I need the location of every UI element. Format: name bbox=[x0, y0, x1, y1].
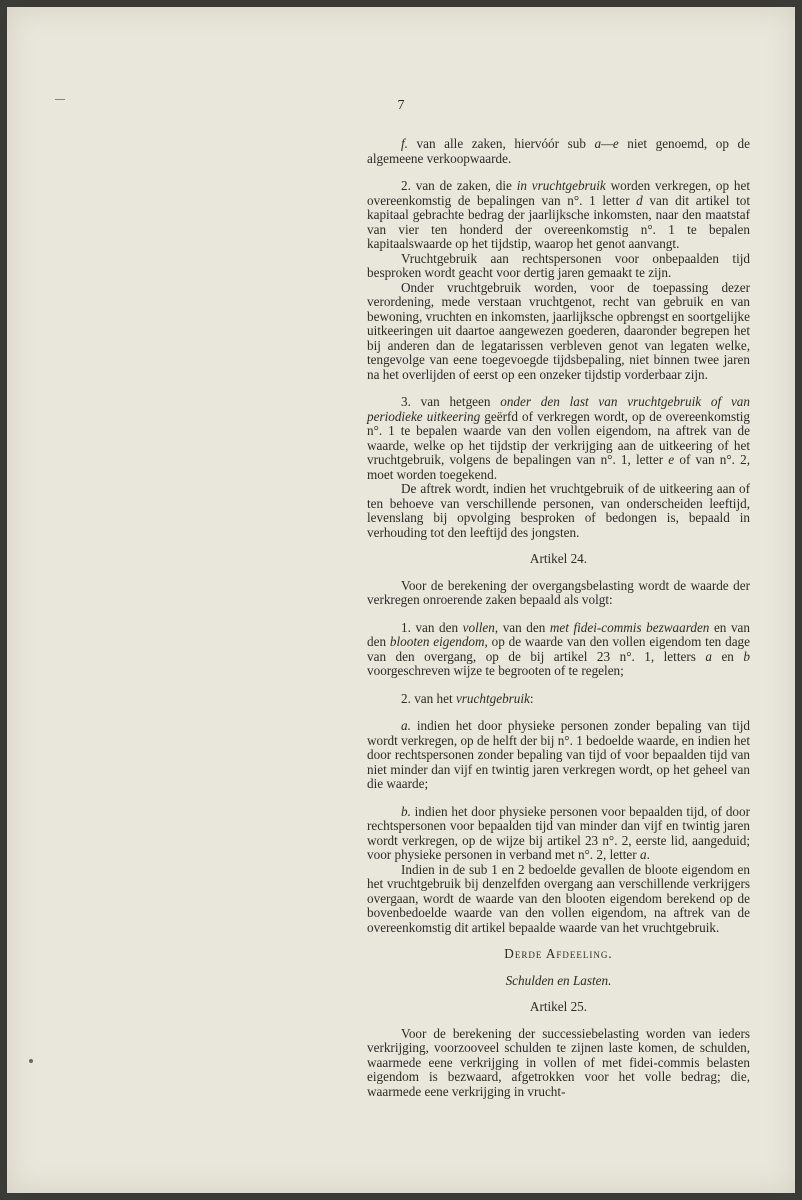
paragraph-a: a. indien het door physieke personen zonder bepaling van tijd wordt verkregen, op de helft der bij n°. 1 bedoelde waarde, en indien het door rechtspersonen zonder bepaling van tijd of voor bepaalden tijd van niet minder dan vijf en twintig jaren verkregen wordt, op het geheel van die waarde; bbox=[367, 718, 750, 791]
margin-speck bbox=[29, 1059, 33, 1063]
paragraph-f: f. van alle zaken, hiervóór sub a—e niet genoemd, op de algemeene verkoopwaarde. bbox=[367, 136, 751, 166]
heading-artikel-25: Artikel 25. bbox=[529, 999, 588, 1014]
document-page bbox=[7, 7, 795, 1193]
heading-schulden-en-lasten: Schulden en Lasten. bbox=[505, 972, 612, 988]
page-number: 7 bbox=[397, 98, 405, 113]
paragraph-1-vollen: 1. van den vollen, van den met fidei-commis bezwaarden en van den blooten eigendom, op de waarde van den vollen eigendom ten dage van den overgang, op de bij artikel 23 n°. 1, letters a en b voorgeschreven wijze te begrooten of te regelen; bbox=[367, 619, 750, 678]
paragraph-overgangsbelasting: Voor de berekening der overgangsbelasting wordt de waarde der verkregen onroerende zaken bepaald als volgt: bbox=[367, 577, 750, 607]
heading-artikel-24: Artikel 24. bbox=[529, 551, 588, 566]
paragraph-2-vruchtgebruik: 2. van het vruchtgebruik: bbox=[401, 690, 534, 706]
body-text bbox=[367, 137, 750, 1099]
paragraph-aftrek: De aftrek wordt, indien het vruchtgebruik of de uitkeering aan of ten behoeve van verschillende personen, van onderscheiden leeftijd, levenslang bij opvolging besproken of bedongen is, bepaald in verhouding tot den leeftijd des jongsten. bbox=[367, 481, 750, 540]
paragraph-2: 2. van de zaken, die in vruchtgebruik worden verkregen, op het overeenkomstig de bepalingen van n°. 1 letter d van dit artikel tot kapitaal gebrachte bedrag der jaarlijksche inkomsten, naar den maatstaf van vier ten honderd der overeenkomstig n°. 1 te bepalen kapitaalswaarde op het tijdstip, waarop het genot aanvangt. bbox=[367, 178, 750, 251]
paragraph-successiebelasting: Voor de berekening der successiebelasting worden van ieders verkrijging, voorzooveel schulden te zijnen laste komen, de schulden, waarmede eene verkrijging in vollen of met fidei-commis belasten eigendom is bezwaard, afgetrokken voor het volle bedrag; die, waarmede eene verkrijging in vrucht- bbox=[367, 1025, 750, 1099]
paragraph-b: b. indien het door physieke personen voor bepaalden tijd, of door rechtspersonen voor bepaalden tijd van minder dan vijf en twintig jaren wordt verkregen, op de wijze bij artikel 23 n°. 2, eerste lid, aangeduid; voor physieke personen in verband met n°. 2, letter a. bbox=[367, 803, 750, 862]
paragraph-onder-vruchtgebruik: Onder vruchtgebruik worden, voor de toepassing dezer verordening, mede verstaan vruchtgenot, recht van gebruik en van bewoning, vruchten en inkomsten, jaarlijksche opbrengst en soortgelijke uitkeeringen uit daartoe aangewezen goederen, daaronder begrepen het bij anderen dan de legatarissen verbleven genot van legaten welke, tengevolge van eene toegevoegde tijdsbepaling, niet binnen twee jaren na het overlijden of eerst op een onzeker tijdstip vorderbaar zijn. bbox=[367, 279, 750, 382]
heading-derde-afdeeling: Derde Afdeeling. bbox=[504, 946, 613, 961]
paragraph-vruchtgebruik-rechtspersonen: Vruchtgebruik aan rechtspersonen voor onbepaalden tijd besproken wordt geacht voor dertig jaren gemaakt te zijn. bbox=[367, 250, 750, 280]
paragraph-bloote-eigendom: Indien in de sub 1 en 2 bedoelde gevallen de bloote eigendom en het vruchtgebruik bij denzelfden overgang aan verschillende verkrijgers overgaan, wordt de waarde van den blooten eigendom berekend op de bovenbedoelde waarde van den vollen eigendom, na aftrek van de overeenkomstig dit artikel bepaalde waarde van het vruchtgebruik. bbox=[367, 861, 750, 935]
paragraph-3: 3. van hetgeen onder den last van vruchtgebruik of van periodieke uitkeering geërfd of verkregen wordt, op de overeenkomstig n°. 1 te bepalen waarde van den vollen eigendom, na aftrek van de waarde, welke op het tijdstip der verkrijging aan de uitkeering of het vruchtgebruik, volgens de bepalingen van n°. 1, letter e of van n°. 2, moet worden toegekend. bbox=[367, 394, 751, 482]
